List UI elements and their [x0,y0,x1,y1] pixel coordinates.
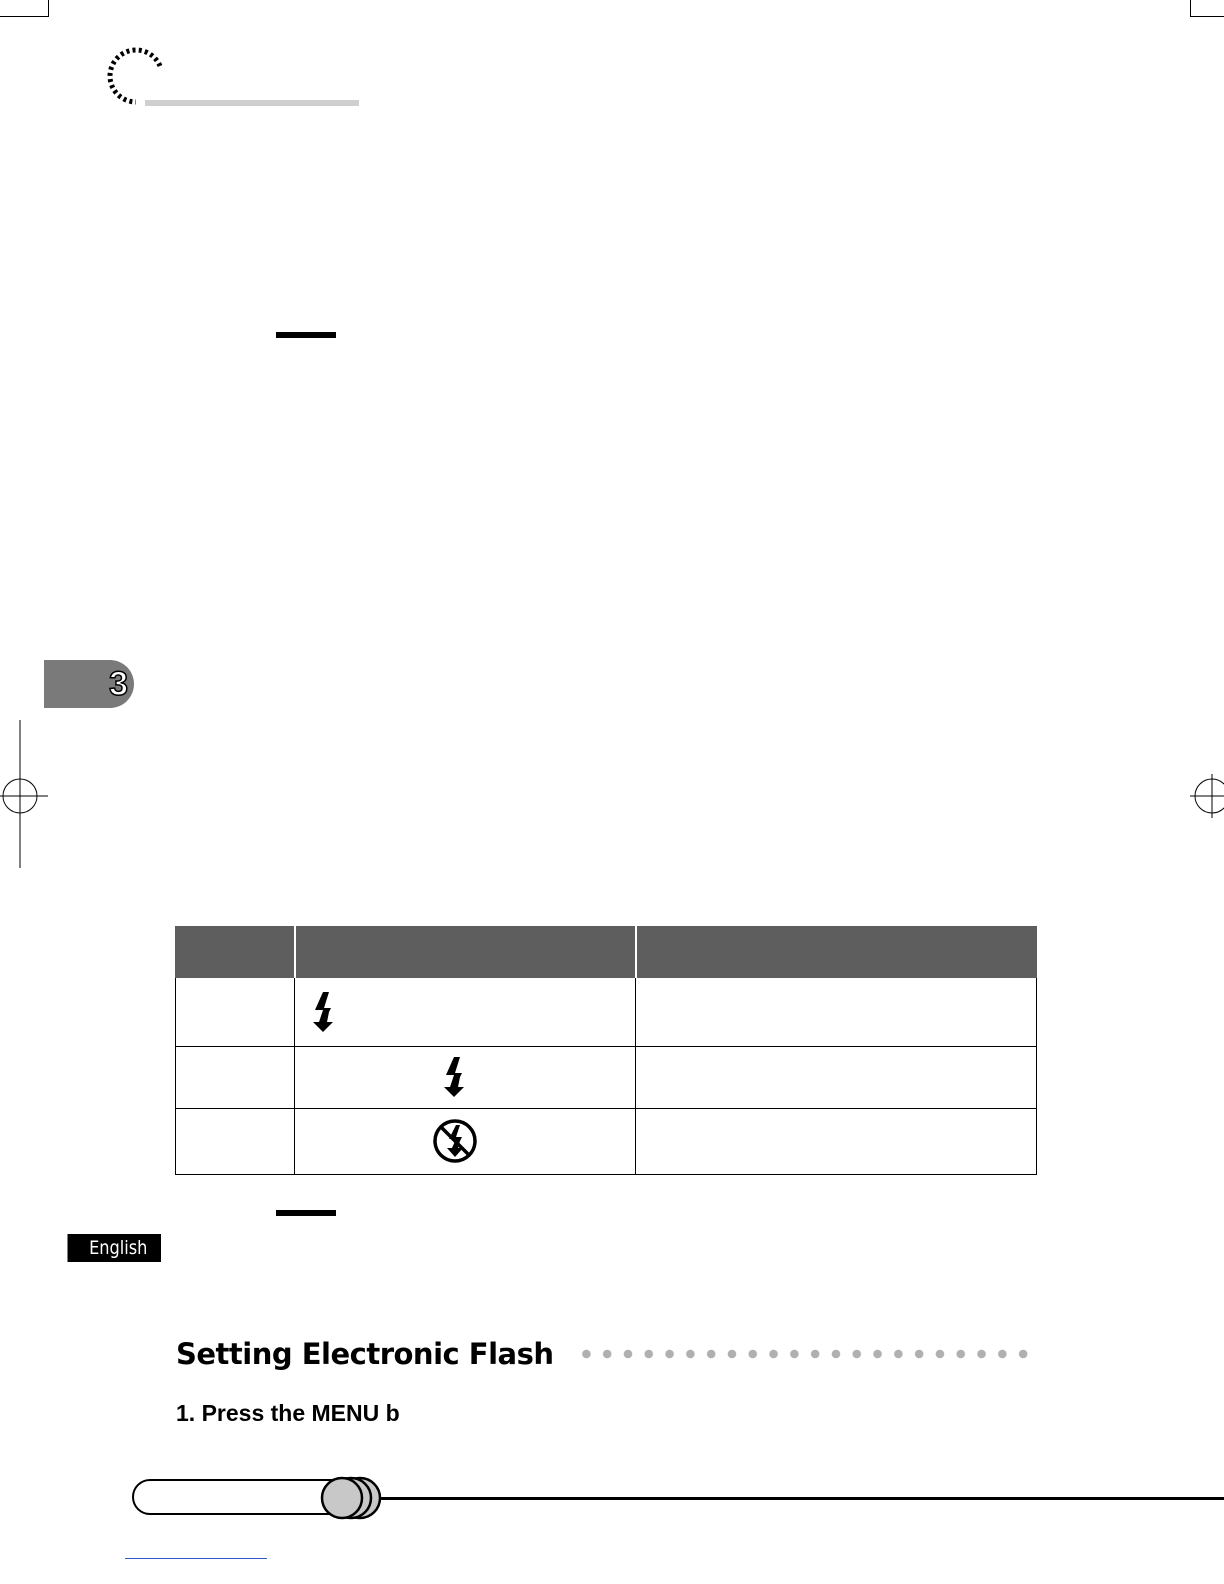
table-cell-icon [295,978,636,1047]
language-tag: English [68,1234,162,1262]
flash-mode-table [175,926,1037,1175]
registration-mark-left [0,720,60,870]
dotted-leader [576,1349,1036,1359]
table-cell-description [636,1047,1037,1109]
table-cell-mode [176,1109,295,1175]
table-row [176,1109,1037,1175]
table-header-row [176,927,1037,978]
section-heading [176,1334,1036,1374]
step-1-text: 1. Press the MENU b [176,1400,400,1426]
flash-auto-icon [309,990,337,1034]
table-cell-icon [295,1109,636,1175]
divider-bar-top [276,332,336,338]
header-rule [145,100,359,106]
table-cell-description [636,978,1037,1047]
chapter-tab [44,660,134,708]
registration-mark-right [1180,760,1224,830]
table-cell-mode [176,978,295,1047]
table-header-icon [295,927,636,978]
crop-mark-top-left [0,16,48,17]
footer-link-rule [125,1558,267,1559]
section-title: Setting Electronic Flash [176,1337,554,1371]
crop-mark-top-left-vertical [48,0,49,17]
table-cell-description [636,1109,1037,1175]
table-header-mode [176,927,295,978]
table-row [176,1047,1037,1109]
divider-bar-bottom [276,1210,336,1216]
chapter-number: 3 [109,665,128,703]
crop-mark-top-right-vertical [1190,0,1191,17]
flash-off-icon [431,1117,479,1165]
table-header-description [636,927,1037,978]
crop-mark-top-right [1190,16,1224,17]
flash-on-icon [440,1055,468,1099]
table-cell-mode [176,1047,295,1109]
dashed-arc-icon [104,44,168,108]
footer-circles-icon [318,1474,398,1524]
table-row [176,978,1037,1047]
footer-line [360,1497,1224,1500]
table-cell-icon [295,1047,636,1109]
